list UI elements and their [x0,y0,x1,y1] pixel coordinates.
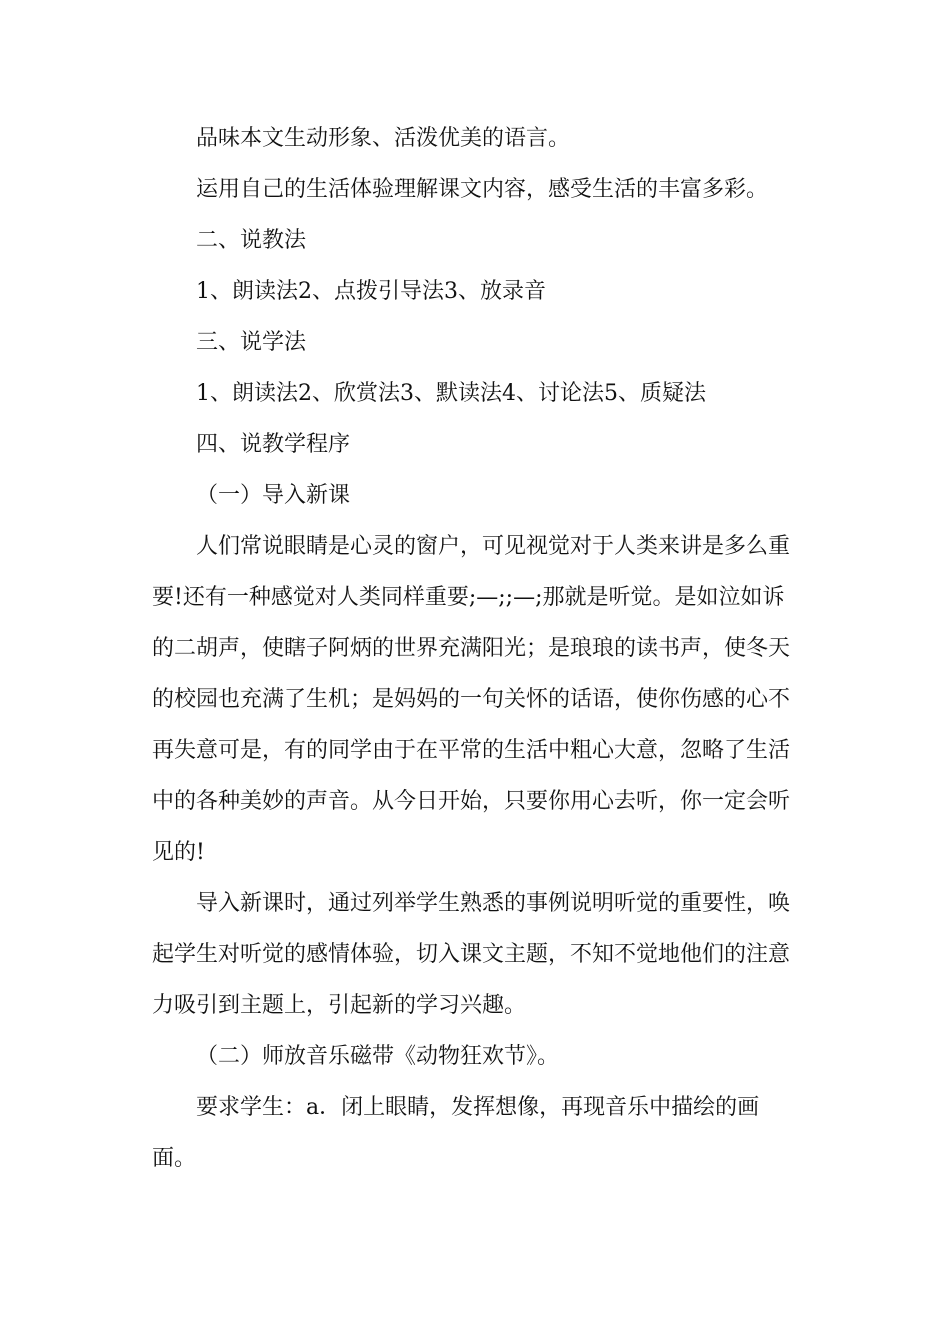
document-body [152,113,802,1184]
heading-teaching-procedure: 四、说教学程序 [196,432,351,457]
heading-learning-methods: 三、说学法 [196,330,307,355]
paragraph-hearing-introduction: 人们常说眼睛是心灵的窗户，可见视觉对于人类来讲是多么重要!还有一种感觉对人类同样重要;—;;—;那就是听觉。是如泣如诉的二胡声，使瞎子阿炳的世界充满阳光；是琅琅的读书声，使冬天的校园也充满了生机；是妈妈的一句关怀的话语，使你伤感的心不再失意可是，有的同学由于在平常的生活中粗心大意，忽略了生活中的各种美妙的声音。从今日开始，只要你用心去听，你一定会听见的! [152,534,791,865]
heading-play-music-tape: （二）师放音乐磁带《动物狂欢节》。 [196,1044,560,1069]
paragraph-learning-methods-list: 1、朗读法2、欣赏法3、默读法4、讨论法5、质疑法 [196,381,706,406]
paragraph-student-requirement: 要求学生：a．闭上眼睛，发挥想像，再现音乐中描绘的画面。 [152,1095,760,1171]
paragraph-language-goal: 品味本文生动形象、活泼优美的语言。 [196,126,571,151]
heading-teaching-methods: 二、说教法 [196,228,307,253]
heading-introduce-new-lesson: （一）导入新课 [196,483,351,508]
paragraph-introduction-purpose: 导入新课时，通过列举学生熟悉的事例说明听觉的重要性，唤起学生对听觉的感情体验，切入课文主题，不知不觉地他们的注意力吸引到主题上，引起新的学习兴趣。 [152,891,791,1018]
paragraph-teaching-methods-list: 1、朗读法2、点拨引导法3、放录音 [196,279,546,304]
paragraph-life-experience-goal: 运用自己的生活体验理解课文内容，感受生活的丰富多彩。 [196,177,769,202]
